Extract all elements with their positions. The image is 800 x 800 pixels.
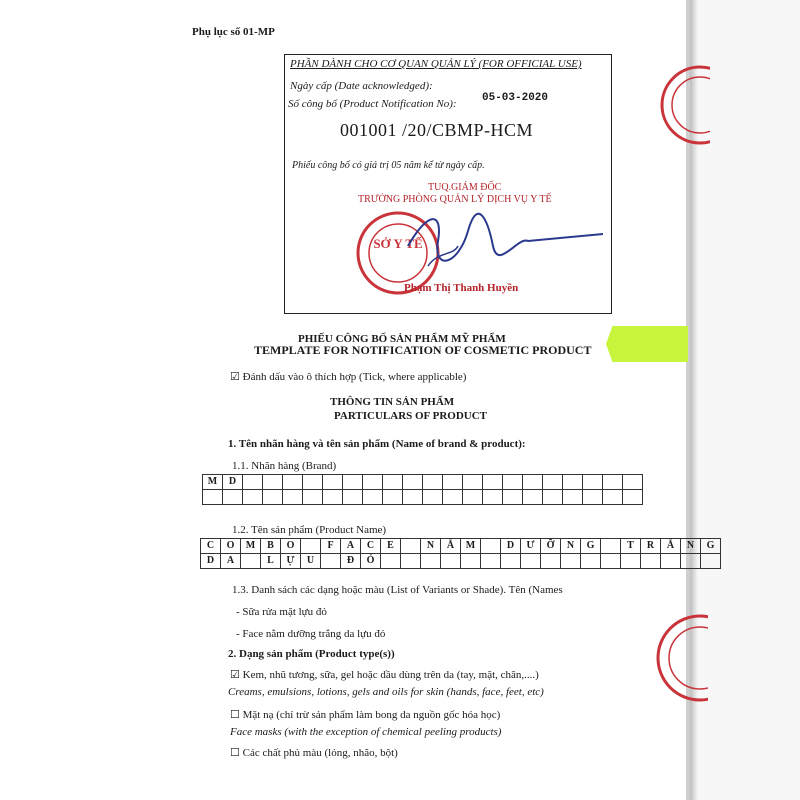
grid-cell: [661, 554, 681, 569]
grid-cell: D: [201, 554, 221, 569]
grid-cell: [543, 475, 563, 490]
brand-letter-grid: [202, 474, 643, 505]
grid-cell: L: [261, 554, 281, 569]
grid-cell: B: [261, 539, 281, 554]
grid-cell: T: [621, 539, 641, 554]
grid-cell: N: [421, 539, 441, 554]
notification-number: 001001 /20/CBMP-HCM: [340, 120, 534, 140]
checkbox-checked-icon: ☑: [230, 668, 240, 681]
form-title-vietnamese: PHIẾU CÔNG BỐ SẢN PHẨM MỸ PHẨM: [298, 333, 506, 345]
grid-cell: [601, 539, 621, 554]
grid-cell: [421, 554, 441, 569]
grid-cell: [623, 475, 643, 490]
option-text-vietnamese: Kem, nhũ tương, sữa, gel hoặc dầu dùng trên da (tay, mặt, chân,....): [242, 669, 539, 681]
stamp-text: SỞ Y TẾ: [373, 236, 423, 251]
grid-cell: [701, 554, 721, 569]
grid-cell: [263, 475, 283, 490]
option-text-vietnamese: Các chất phủ màu (lỏng, nhão, bột): [242, 747, 398, 759]
grid-cell: [543, 490, 563, 505]
grid-cell: [621, 554, 641, 569]
signer-name: Phạm Thị Thanh Huyền: [404, 282, 519, 294]
grid-cell: [343, 490, 363, 505]
grid-cell: E: [381, 539, 401, 554]
variant-item: - Sữa rửa mặt lựu đỏ: [236, 606, 327, 618]
grid-cell: G: [701, 539, 721, 554]
date-acknowledged-label: Ngày cấp (Date acknowledged):: [290, 80, 433, 92]
grid-cell: M: [203, 475, 223, 490]
grid-cell: [601, 554, 621, 569]
grid-cell: [463, 490, 483, 505]
grid-cell: [383, 490, 403, 505]
grid-cell: [363, 475, 383, 490]
grid-cell: [301, 539, 321, 554]
grid-cell: [461, 554, 481, 569]
checkbox-checked-icon: ☑: [230, 370, 240, 383]
grid-cell: [403, 490, 423, 505]
grid-cell: [443, 490, 463, 505]
grid-cell: [583, 490, 603, 505]
grid-cell: [561, 554, 581, 569]
grid-cell: [483, 490, 503, 505]
grid-cell: G: [581, 539, 601, 554]
grid-cell: [323, 475, 343, 490]
grid-cell: U: [301, 554, 321, 569]
notification-number-label: Số công bố (Product Notification No):: [288, 98, 457, 110]
checkbox-empty-icon: ☐: [230, 708, 240, 721]
grid-cell: [403, 475, 423, 490]
tick-instruction: [230, 370, 466, 383]
grid-cell: [401, 539, 421, 554]
grid-cell: A: [341, 539, 361, 554]
grid-cell: Đ: [341, 554, 361, 569]
section-1-heading: 1. Tên nhãn hàng và tên sản phẩm (Name of brand & product):: [228, 438, 526, 450]
director-department: TRƯỞNG PHÒNG QUẢN LÝ DỊCH VỤ Y TẾ: [358, 194, 552, 205]
grid-cell: [503, 475, 523, 490]
grid-cell: [583, 475, 603, 490]
grid-cell: C: [361, 539, 381, 554]
grid-cell: [581, 554, 601, 569]
grid-cell: Ắ: [661, 539, 681, 554]
grid-cell: Ằ: [441, 539, 461, 554]
particulars-title-vietnamese: THÔNG TIN SẢN PHẨM: [330, 396, 455, 408]
grid-cell: [423, 490, 443, 505]
appendix-label: Phụ lục số 01-MP: [192, 26, 275, 38]
grid-cell: M: [241, 539, 261, 554]
grid-cell: [321, 554, 341, 569]
grid-cell: O: [281, 539, 301, 554]
grid-cell: [243, 490, 263, 505]
grid-cell: [283, 490, 303, 505]
grid-cell: Ư: [521, 539, 541, 554]
grid-row: [203, 475, 643, 490]
grid-cell: [641, 554, 661, 569]
grid-cell: [383, 475, 403, 490]
grid-cell: Ỏ: [361, 554, 381, 569]
grid-cell: Ự: [281, 554, 301, 569]
product-name-label: 1.2. Tên sản phẩm (Product Name): [232, 524, 387, 536]
grid-cell: [343, 475, 363, 490]
grid-cell: [603, 475, 623, 490]
grid-cell: [481, 554, 501, 569]
option-text-vietnamese: Mặt nạ (chỉ trừ sản phẩm làm bong da nguồn gốc hóa học): [242, 709, 501, 721]
grid-row: [201, 539, 721, 554]
checkbox-empty-icon: ☐: [230, 746, 240, 759]
grid-cell: [303, 475, 323, 490]
form-title-english: TEMPLATE FOR NOTIFICATION OF COSMETIC PRODUCT: [254, 343, 592, 357]
option-text-english: Creams, emulsions, lotions, gels and oils for skin (hands, face, feet, etc): [228, 686, 544, 698]
grid-cell: [441, 554, 461, 569]
grid-cell: [423, 475, 443, 490]
grid-cell: [603, 490, 623, 505]
grid-cell: [243, 475, 263, 490]
variant-item: - Face nằm dưỡng trắng da lựu đỏ: [236, 628, 386, 640]
grid-cell: [481, 539, 501, 554]
grid-cell: [323, 490, 343, 505]
grid-cell: [681, 554, 701, 569]
grid-row: [201, 554, 721, 569]
grid-cell: [623, 490, 643, 505]
tick-instruction-text: Đánh dấu vào ô thích hợp (Tick, where applicable): [242, 371, 467, 383]
highlighter-tab: [606, 326, 688, 362]
grid-cell: N: [561, 539, 581, 554]
grid-cell: [363, 490, 383, 505]
grid-cell: A: [221, 554, 241, 569]
partial-stamp-top: [650, 60, 710, 150]
grid-cell: O: [221, 539, 241, 554]
validity-note: Phiếu công bố có giá trị 05 năm kể từ ngày cấp.: [292, 160, 485, 171]
grid-cell: D: [223, 475, 243, 490]
grid-cell: [303, 490, 323, 505]
option-text-english: Face masks (with the exception of chemical peeling products): [230, 726, 502, 738]
grid-cell: [263, 490, 283, 505]
grid-cell: [463, 475, 483, 490]
grid-cell: C: [201, 539, 221, 554]
grid-row: [203, 490, 643, 505]
signature: [398, 206, 608, 276]
grid-cell: Ỡ: [541, 539, 561, 554]
grid-cell: [381, 554, 401, 569]
grid-cell: [223, 490, 243, 505]
product-type-option: [230, 708, 500, 721]
grid-cell: [283, 475, 303, 490]
grid-cell: [501, 554, 521, 569]
variants-label: 1.3. Danh sách các dạng hoặc màu (List of Variants or Shade). Tên (Names: [232, 584, 563, 596]
particulars-title-english: PARTICULARS OF PRODUCT: [334, 410, 488, 422]
grid-cell: M: [461, 539, 481, 554]
product-type-option: [230, 746, 398, 759]
partial-stamp-bottom: [648, 608, 708, 708]
date-acknowledged-value: 05-03-2020: [482, 92, 549, 104]
section-2-heading: 2. Dạng sản phẩm (Product type(s)): [228, 648, 395, 660]
grid-cell: [523, 490, 543, 505]
grid-cell: [563, 475, 583, 490]
grid-cell: [241, 554, 261, 569]
product-name-letter-grid: [200, 538, 721, 569]
grid-cell: [443, 475, 463, 490]
grid-cell: F: [321, 539, 341, 554]
grid-cell: [563, 490, 583, 505]
grid-cell: [203, 490, 223, 505]
grid-cell: [521, 554, 541, 569]
grid-cell: R: [641, 539, 661, 554]
product-type-option: [230, 668, 539, 681]
grid-cell: D: [501, 539, 521, 554]
grid-cell: [541, 554, 561, 569]
brand-label: 1.1. Nhãn hàng (Brand): [232, 460, 337, 472]
grid-cell: [503, 490, 523, 505]
grid-cell: [523, 475, 543, 490]
grid-cell: [483, 475, 503, 490]
grid-cell: N: [681, 539, 701, 554]
director-title: TUQ.GIÁM ĐỐC: [428, 182, 502, 193]
official-use-header: PHẦN DÀNH CHO CƠ QUAN QUẢN LÝ (FOR OFFICIAL USE): [290, 58, 582, 70]
grid-cell: [401, 554, 421, 569]
